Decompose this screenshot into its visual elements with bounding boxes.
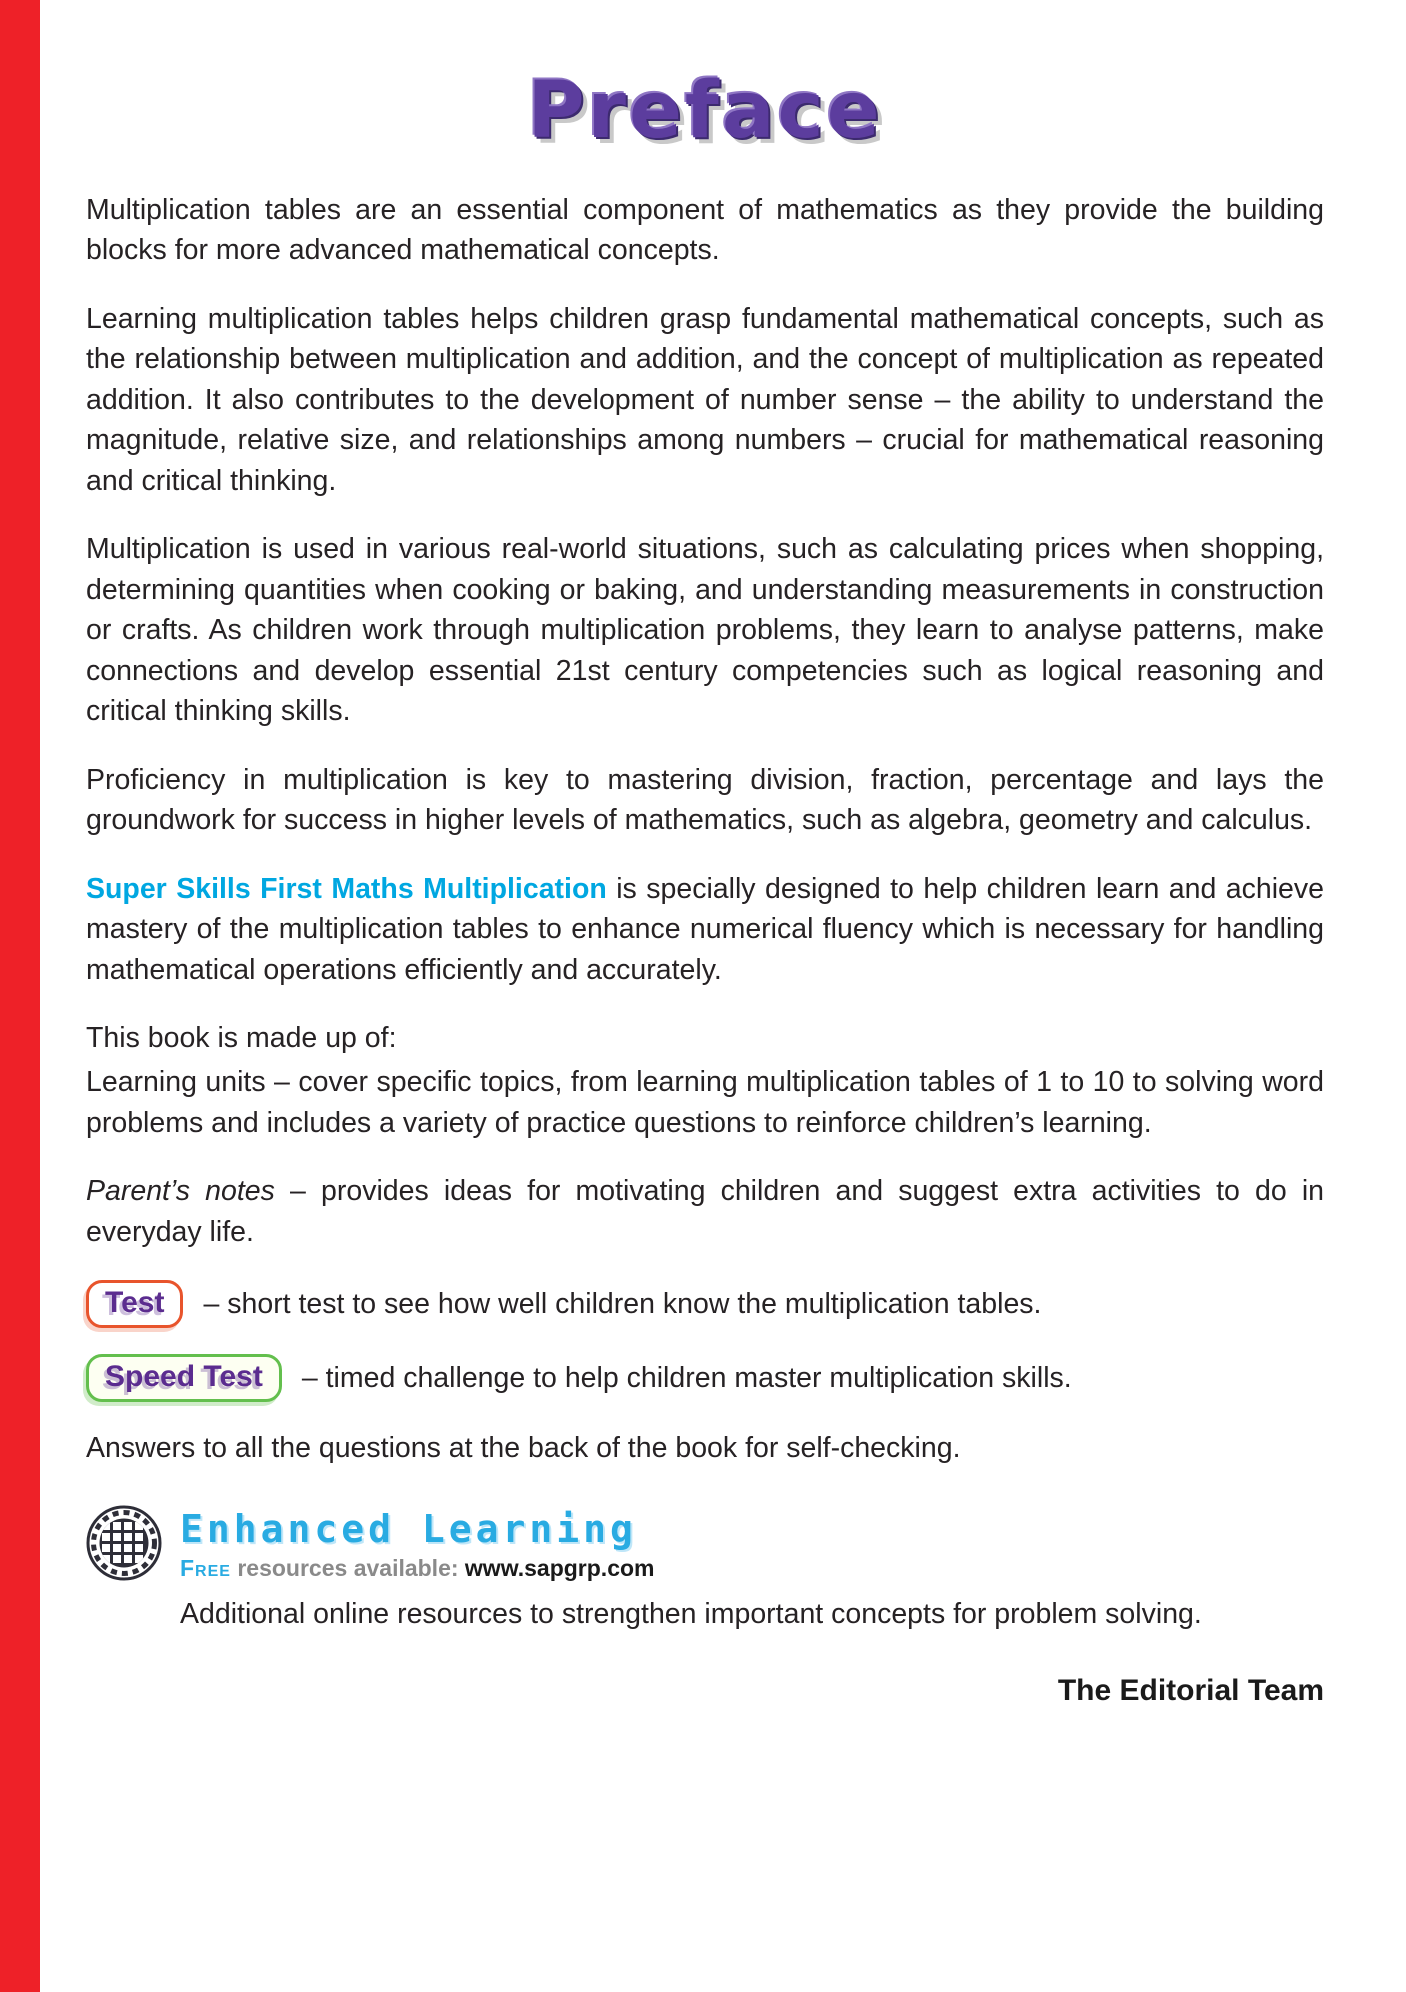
- parents-notes-label: Parent’s notes: [86, 1175, 275, 1208]
- paragraph-learning-tables: Learning multiplication tables helps children grasp fundamental mathematical concepts, such as the relationship between multiplication and addition, and the concept of multiplication as repeated addition. It also contributes to the development of number sense – the ability to understand the magnitude, relative size, and relationships among numbers – crucial for mathematical reasoning and critical thinking.: [86, 302, 1324, 497]
- test-row: [86, 1280, 1324, 1328]
- test-badge: Test: [86, 1280, 183, 1328]
- paragraph-intro: Multiplication tables are an essential component of mathematics as they provide the building blocks for more advanced mathematical concepts.: [86, 194, 1324, 267]
- parents-notes-rest: – provides ideas for motivating children and suggest extra activities to do in everyday life.: [86, 1175, 1325, 1248]
- test-description: – short test to see how well children know the multiplication tables.: [203, 1287, 1042, 1320]
- paragraph-real-world: Multiplication is used in various real-world situations, such as calculating prices when shopping, determining quantities when cooking or baking, and understanding measurements in construction or crafts. As children work through multiplication problems, they learn to analyse patterns, make connections and develop essential 21st century competencies such as logical reasoning and critical thinking skills.: [86, 533, 1324, 728]
- book-description-rest: is specially designed to help children learn and achieve mastery of the multiplication tables to enhance numerical fluency which is necessary for handling mathematical operations efficiently and accurately.: [86, 872, 1324, 986]
- paragraph-made-up-of: This book is made up of:: [86, 1021, 397, 1054]
- paragraph-proficiency: Proficiency in multiplication is key to mastering division, fraction, percentage and lays the groundwork for success in higher levels of mathematics, such as algebra, geometry and calculus.: [86, 763, 1324, 837]
- book-title-highlight: Super Skills First Maths Multiplication: [86, 872, 607, 905]
- page-title: Preface: [527, 66, 883, 156]
- speed-test-description: – timed challenge to help children master multiplication skills.: [301, 1361, 1072, 1394]
- editorial-team-signature: The Editorial Team: [1057, 1674, 1324, 1708]
- enhanced-learning-block: [86, 1505, 1324, 1582]
- paragraph-online-resources: Additional online resources to strengthen important concepts for problem solving.: [180, 1597, 1202, 1630]
- free-resources-line: [180, 1555, 655, 1582]
- paragraph-answers: Answers to all the questions at the back of the book for self-checking.: [86, 1432, 961, 1465]
- free-label: Free: [180, 1554, 231, 1581]
- resources-available-label: resources available:: [237, 1554, 459, 1581]
- paragraph-book-description: [86, 869, 1324, 990]
- left-margin-bar: [0, 0, 40, 1992]
- enhanced-learning-text: [180, 1505, 655, 1582]
- speed-test-row: [86, 1354, 1324, 1402]
- paragraph-parents-notes: [86, 1171, 1324, 1252]
- enhanced-learning-heading: Enhanced Learning: [180, 1506, 637, 1551]
- paragraph-learning-units: Learning units – cover specific topics, from learning multiplication tables of 1 to 10 to solving word problems and includes a variety of practice questions to reinforce children’s learning.: [86, 1066, 1324, 1139]
- website-url: www.sapgrp.com: [464, 1554, 655, 1581]
- page-content: [86, 0, 1324, 1708]
- speed-test-badge: Speed Test: [86, 1354, 282, 1402]
- enhanced-learning-globe-icon: [86, 1505, 162, 1581]
